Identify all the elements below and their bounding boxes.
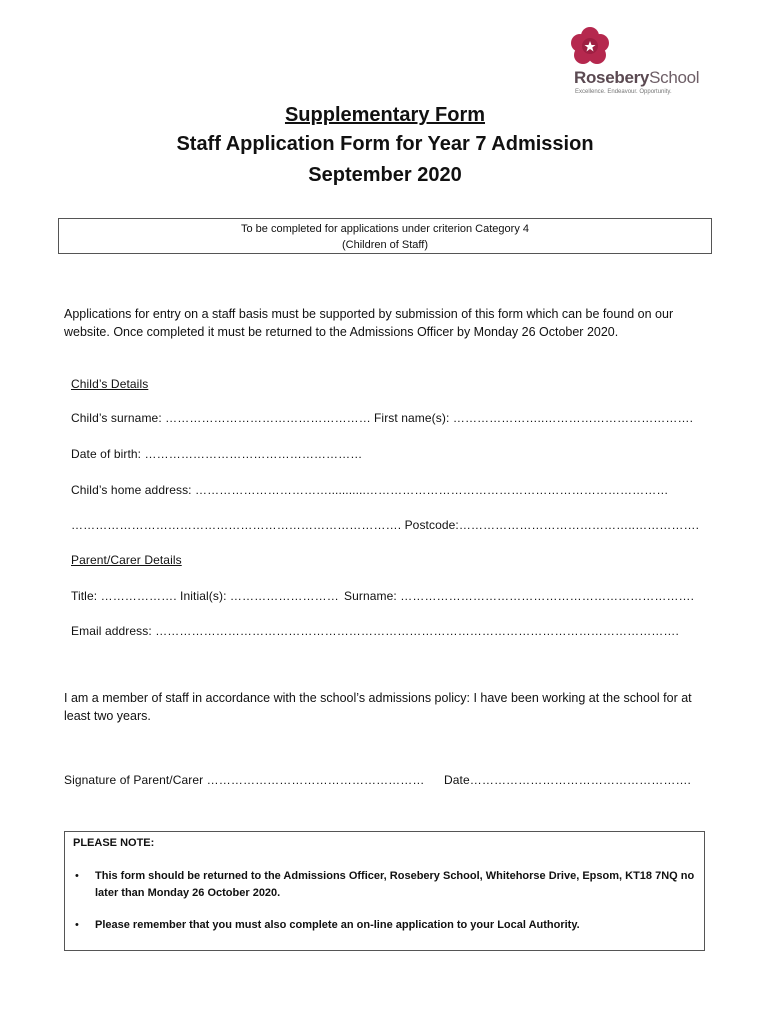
date-field[interactable]: Date……………………………………………….	[444, 773, 691, 787]
declaration-paragraph: I am a member of staff in accordance with the school’s admissions policy: I have been working at the school for at least two years.	[64, 691, 692, 723]
note-bullet-text: Please remember that you must also complete an on-line application to your Local Authority.	[95, 919, 580, 931]
parent-title-initials-field[interactable]: Title: ………………. Initial(s): ………………………	[71, 589, 339, 603]
home-address-field[interactable]: Child’s home address: ……………………………...........…………………………………………………………………	[71, 483, 669, 497]
email-address-field[interactable]: Email address: ………………………………………………………………………………………………………………….	[71, 624, 679, 638]
bullet-icon: •	[75, 870, 79, 882]
intro-paragraph: Applications for entry on a staff basis must be supported by submission of this form which can be found on our website. Once completed it must be returned to the Admissions Officer by Monday 26 October 2020.	[64, 307, 674, 339]
criterion-line-1: To be completed for applications under criterion Category 4	[241, 223, 529, 235]
note-heading: PLEASE NOTE:	[73, 837, 155, 849]
note-bullet-text: This form should be returned to the Admissions Officer, Rosebery School, Whitehorse Drive, Epsom, KT18 7NQ no later than Monday 26 October 2020.	[95, 870, 695, 899]
bullet-icon: •	[75, 919, 79, 931]
criterion-box	[58, 218, 712, 254]
note-bullet	[75, 868, 695, 902]
child-surname-field[interactable]: Child’s surname: ……………………………………………	[71, 411, 371, 425]
logo-wordmark: RoseberySchool	[574, 68, 700, 87]
please-note-box	[64, 831, 705, 951]
child-details-heading: Child’s Details	[71, 377, 149, 391]
rose-flower-icon	[570, 26, 610, 66]
criterion-line-2: (Children of Staff)	[341, 239, 428, 251]
form-title: Supplementary Form	[284, 104, 486, 126]
form-date-title: September 2020	[308, 164, 462, 186]
date-of-birth-field[interactable]: Date of birth: ………………………………………………	[71, 447, 363, 461]
parent-details-heading: Parent/Carer Details	[71, 553, 182, 567]
form-subtitle: Staff Application Form for Year 7 Admission	[176, 133, 594, 155]
logo-tagline: Excellence. Endeavour. Opportunity.	[575, 89, 672, 95]
note-bullet	[75, 917, 695, 934]
signature-field[interactable]: Signature of Parent/Carer ………………………………………………	[64, 773, 425, 787]
school-logo	[566, 20, 716, 102]
child-first-name-field[interactable]: First name(s): …………………..……………………………….	[374, 411, 694, 425]
parent-surname-field[interactable]: Surname: ……………………………………………………………….	[344, 589, 695, 603]
address-postcode-field[interactable]: ………………………………………………………………………. Postcode:……………………………………..…………….	[71, 518, 700, 532]
